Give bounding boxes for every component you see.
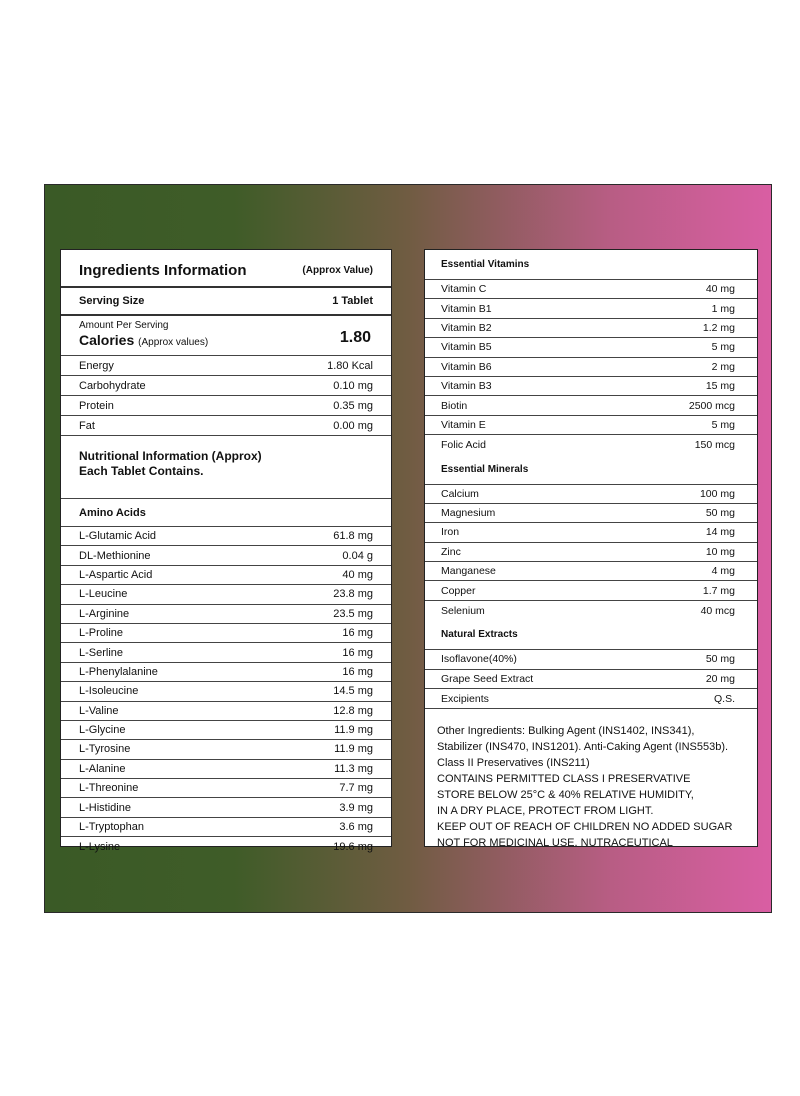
nutrients-list <box>61 356 391 436</box>
amino-acid-value: 12.8 mg <box>333 704 373 717</box>
vitamin-name: Biotin <box>441 399 468 412</box>
other-ingredients-line: KEEP OUT OF REACH OF CHILDREN NO ADDED SUGAR <box>437 821 733 834</box>
mineral-value: 14 mg <box>705 526 735 539</box>
vitamins-list <box>425 280 757 455</box>
mineral-name: Manganese <box>441 565 496 578</box>
amino-acid-row <box>61 566 391 585</box>
mineral-name: Iron <box>441 526 460 539</box>
amino-acid-name: L-Phenylalanine <box>79 665 158 678</box>
extract-row <box>425 650 757 669</box>
serving-size-row <box>61 288 391 316</box>
mineral-name: Selenium <box>441 604 485 617</box>
amino-acid-value: 16 mg <box>342 627 373 640</box>
amino-acid-row <box>61 837 391 856</box>
amino-acid-value: 23.8 mg <box>333 588 373 601</box>
nutritional-info-line1: Nutritional Information (Approx) <box>79 449 262 463</box>
amino-acid-row <box>61 546 391 565</box>
vitamin-value: 5 mg <box>711 418 735 431</box>
amino-acid-row <box>61 798 391 817</box>
mineral-value: 50 mg <box>705 507 735 520</box>
vitamin-value: 1.2 mg <box>702 321 735 334</box>
mineral-row <box>425 543 757 562</box>
amino-acid-name: L-Alanine <box>79 762 126 775</box>
amino-acid-row <box>61 605 391 624</box>
vitamin-name: Folic Acid <box>441 438 486 451</box>
other-ingredients-line: STORE BELOW 25°C & 40% RELATIVE HUMIDITY, <box>437 789 694 802</box>
amino-acid-row <box>61 643 391 662</box>
vitamin-row <box>425 377 757 396</box>
amino-acid-value: 16 mg <box>342 646 373 659</box>
minerals-list <box>425 485 757 621</box>
vitamin-name: Vitamin B5 <box>441 341 492 354</box>
vitamin-value: 40 mg <box>705 283 735 296</box>
amount-per-serving: Amount Per Serving <box>79 320 169 331</box>
vitamin-row <box>425 280 757 299</box>
vitamin-value: 15 mg <box>705 380 735 393</box>
amino-acids-heading: Amino Acids <box>61 499 391 527</box>
serving-size-label: Serving Size <box>79 295 145 307</box>
mineral-value: 4 mg <box>711 565 735 578</box>
amino-acid-name: L-Leucine <box>79 588 128 601</box>
vitamin-row <box>425 358 757 377</box>
amino-acid-name: L-Glutamic Acid <box>79 530 157 543</box>
minerals-heading: Essential Minerals <box>425 455 757 485</box>
extract-value: 20 mg <box>705 672 735 685</box>
mineral-name: Zinc <box>441 545 461 558</box>
vitamin-row <box>425 299 757 318</box>
amino-acid-name: L-Tryptophan <box>79 821 145 834</box>
calories-block <box>61 316 391 356</box>
amino-acid-value: 61.8 mg <box>333 530 373 543</box>
nutrient-name: Fat <box>79 419 95 432</box>
ingredients-title-row <box>61 250 391 288</box>
amino-acid-row <box>61 740 391 759</box>
amino-acid-row <box>61 624 391 643</box>
amino-acid-name: L-Lysine <box>79 840 121 853</box>
amino-acid-value: 0.04 g <box>342 549 373 562</box>
amino-acid-value: 40 mg <box>342 568 373 581</box>
mineral-row <box>425 523 757 542</box>
mineral-value: 10 mg <box>705 545 735 558</box>
amino-acid-name: L-Serline <box>79 646 124 659</box>
extract-value: 50 mg <box>705 653 735 666</box>
amino-acids-list <box>61 527 391 857</box>
amino-acid-row <box>61 527 391 546</box>
other-ingredients-text <box>425 708 757 851</box>
vitamin-row <box>425 319 757 338</box>
mineral-value: 40 mcg <box>700 604 735 617</box>
mineral-row <box>425 562 757 581</box>
vitamin-value: 1 mg <box>711 302 735 315</box>
other-ingredients-line: IN A DRY PLACE, PROTECT FROM LIGHT. <box>437 805 654 818</box>
amino-acid-value: 3.6 mg <box>339 821 373 834</box>
vitamin-name: Vitamin B2 <box>441 321 492 334</box>
vitamin-name: Vitamin E <box>441 418 486 431</box>
amino-acid-value: 11.3 mg <box>334 762 373 775</box>
nutrient-row <box>61 416 391 436</box>
extract-name: Isoflavone(40%) <box>441 653 517 666</box>
extract-value: Q.S. <box>713 692 735 705</box>
amino-acid-value: 7.7 mg <box>339 782 373 795</box>
extracts-list <box>425 650 757 708</box>
calories-label: Calories <box>79 332 135 348</box>
nutrient-row <box>61 396 391 416</box>
amino-acid-row <box>61 682 391 701</box>
extract-row <box>425 670 757 689</box>
vitamins-minerals-panel <box>424 249 758 850</box>
amino-acid-row <box>61 585 391 604</box>
extract-name: Grape Seed Extract <box>441 672 534 685</box>
vitamin-row <box>425 338 757 357</box>
amino-acid-value: 23.5 mg <box>333 607 373 620</box>
calories-label-line <box>79 332 373 348</box>
nutrient-row <box>61 356 391 376</box>
extract-row <box>425 689 757 708</box>
amino-acid-name: L-Threonine <box>79 782 139 795</box>
vitamin-name: Vitamin B6 <box>441 360 492 373</box>
vitamin-value: 150 mcg <box>694 438 735 451</box>
vitamin-value: 2 mg <box>711 360 735 373</box>
amino-acid-row <box>61 702 391 721</box>
nutrient-value: 0.10 mg <box>333 379 373 392</box>
amino-acid-name: L-Histidine <box>79 801 131 814</box>
mineral-row <box>425 485 757 504</box>
ingredients-panel <box>60 249 392 853</box>
amino-acid-row <box>61 760 391 779</box>
mineral-row <box>425 601 757 620</box>
amino-acid-value: 14.5 mg <box>333 685 373 698</box>
amino-acid-value: 19.6 mg <box>333 840 373 853</box>
serving-size-value: 1 Tablet <box>332 295 373 307</box>
amino-acid-name: L-Valine <box>79 704 119 717</box>
amino-acid-row <box>61 818 391 837</box>
amino-acid-name: L-Aspartic Acid <box>79 568 153 581</box>
vitamin-row <box>425 416 757 435</box>
nutrient-value: 0.00 mg <box>333 419 373 432</box>
nutrient-row <box>61 376 391 396</box>
nutritional-info-block <box>61 436 391 499</box>
mineral-value: 1.7 mg <box>702 584 735 597</box>
vitamin-row <box>425 435 757 454</box>
mineral-value: 100 mg <box>699 487 735 500</box>
amino-acid-name: L-Tyrosine <box>79 743 131 756</box>
calories-note: (Approx values) <box>138 337 209 348</box>
nutrient-name: Carbohydrate <box>79 379 146 392</box>
nutrient-value: 0.35 mg <box>333 399 373 412</box>
amino-acid-row <box>61 663 391 682</box>
mineral-row <box>425 581 757 600</box>
amino-acid-name: L-Isoleucine <box>79 685 139 698</box>
other-ingredients-line: Other Ingredients: Bulking Agent (INS1402, INS341), <box>437 725 695 738</box>
nutritional-info-line2: Each Tablet Contains. <box>79 464 204 478</box>
nutrient-value: 1.80 Kcal <box>327 359 373 372</box>
other-ingredients-line: Stabilizer (INS470, INS1201). Anti-Caking Agent (INS553b). <box>437 741 729 754</box>
vitamin-name: Vitamin C <box>441 283 487 296</box>
nutrient-name: Energy <box>79 359 114 372</box>
mineral-name: Copper <box>441 584 476 597</box>
vitamin-name: Vitamin B3 <box>441 380 492 393</box>
other-ingredients-line: Class II Preservatives (INS211) <box>437 757 590 770</box>
vitamins-heading: Essential Vitamins <box>425 250 757 280</box>
calories-value: 1.80 <box>339 329 371 346</box>
ingredients-title: Ingredients Information <box>79 261 247 279</box>
amino-acid-value: 3.9 mg <box>339 801 373 814</box>
mineral-name: Calcium <box>441 487 479 500</box>
other-ingredients-line: NOT FOR MEDICINAL USE. NUTRACEUTICAL <box>437 837 673 850</box>
vitamin-value: 2500 mcg <box>688 399 735 412</box>
mineral-row <box>425 504 757 523</box>
amino-acid-value: 11.9 mg <box>334 743 373 756</box>
vitamin-row <box>425 396 757 415</box>
vitamin-value: 5 mg <box>711 341 735 354</box>
extract-name: Excipients <box>441 692 489 705</box>
mineral-name: Magnesium <box>441 507 496 520</box>
amino-acid-value: 16 mg <box>342 665 373 678</box>
amino-acid-row <box>61 721 391 740</box>
vitamin-name: Vitamin B1 <box>441 302 492 315</box>
other-ingredients-line: CONTAINS PERMITTED CLASS I PRESERVATIVE <box>437 773 691 786</box>
amino-acid-name: DL-Methionine <box>79 549 151 562</box>
amino-acid-row <box>61 779 391 798</box>
nutrient-name: Protein <box>79 399 114 412</box>
amino-acid-value: 11.9 mg <box>334 724 373 737</box>
amino-acid-name: L-Glycine <box>79 724 126 737</box>
amino-acid-name: L-Arginine <box>79 607 130 620</box>
amino-acid-name: L-Proline <box>79 627 124 640</box>
extracts-heading: Natural Extracts <box>425 620 757 650</box>
approx-value-label: (Approx Value) <box>302 264 373 276</box>
